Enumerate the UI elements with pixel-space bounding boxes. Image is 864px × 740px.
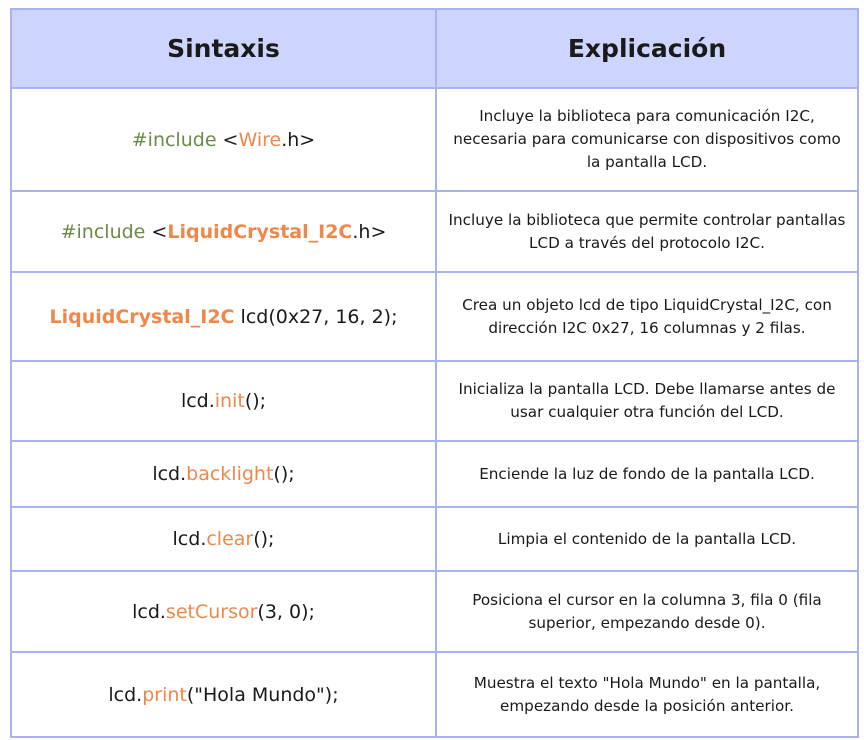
- args-token: ();: [253, 528, 275, 550]
- args-token: ();: [244, 390, 267, 412]
- args-token: ("Hola Mundo");: [186, 683, 339, 706]
- table-row: [11, 652, 858, 737]
- syntax-cell: [11, 88, 436, 191]
- object-token: lcd.: [108, 683, 143, 706]
- explanation-cell: Posiciona el cursor en la columna 3, fila 0 (fila superior, empezando desde 0).: [436, 571, 858, 652]
- function-token: clear: [206, 528, 254, 550]
- library-token: Wire: [238, 128, 282, 151]
- table-row: [11, 571, 858, 652]
- table-row: [11, 191, 858, 272]
- syntax-cell: [11, 441, 436, 507]
- object-token: lcd.: [152, 463, 187, 485]
- syntax-table: [10, 8, 859, 738]
- header-row: [11, 9, 858, 88]
- bracket-token: .h>: [281, 128, 316, 151]
- explanation-cell: Crea un objeto lcd de tipo LiquidCrystal_I2C, con dirección I2C 0x27, 16 columnas y 2 filas.: [436, 272, 858, 361]
- syntax-cell: [11, 652, 436, 737]
- object-token: lcd.: [172, 528, 207, 550]
- syntax-cell: [11, 272, 436, 361]
- explanation-cell: Inicializa la pantalla LCD. Debe llamarse antes de usar cualquier otra función del LCD.: [436, 361, 858, 441]
- type-token: LiquidCrystal_I2C: [49, 305, 235, 328]
- explanation-cell: Limpia el contenido de la pantalla LCD.: [436, 507, 858, 571]
- function-token: init: [214, 390, 245, 412]
- explanation-cell: Enciende la luz de fondo de la pantalla LCD.: [436, 441, 858, 507]
- table-row: [11, 88, 858, 191]
- args-token: ();: [273, 463, 295, 485]
- syntax-cell: [11, 361, 436, 441]
- explanation-cell: Muestra el texto "Hola Mundo" en la pantalla, empezando desde la posición anterior.: [436, 652, 858, 737]
- library-token: LiquidCrystal_I2C: [167, 220, 353, 243]
- explanation-cell: Incluye la biblioteca que permite controlar pantallas LCD a través del protocolo I2C.: [436, 191, 858, 272]
- bracket-token: <: [216, 128, 239, 151]
- directive-token: #include: [60, 220, 146, 243]
- bracket-token: .h>: [352, 220, 387, 243]
- table-row: [11, 272, 858, 361]
- syntax-table-wrapper: [10, 8, 859, 738]
- function-token: print: [142, 683, 187, 706]
- directive-token: #include: [131, 128, 217, 151]
- syntax-cell: [11, 571, 436, 652]
- header-explanation: Explicación: [436, 9, 858, 88]
- constructor-token: lcd(0x27, 16, 2);: [234, 305, 398, 328]
- header-syntax: Sintaxis: [11, 9, 436, 88]
- syntax-cell: [11, 507, 436, 571]
- function-token: setCursor: [165, 600, 258, 623]
- table-row: [11, 361, 858, 441]
- bracket-token: <: [145, 220, 168, 243]
- table-row: [11, 507, 858, 571]
- explanation-cell: Incluye la biblioteca para comunicación I2C, necesaria para comunicarse con dispositivos como la pantalla LCD.: [436, 88, 858, 191]
- function-token: backlight: [186, 463, 274, 485]
- args-token: (3, 0);: [257, 600, 315, 623]
- table-row: [11, 441, 858, 507]
- object-token: lcd.: [180, 390, 215, 412]
- syntax-cell: [11, 191, 436, 272]
- object-token: lcd.: [132, 600, 166, 623]
